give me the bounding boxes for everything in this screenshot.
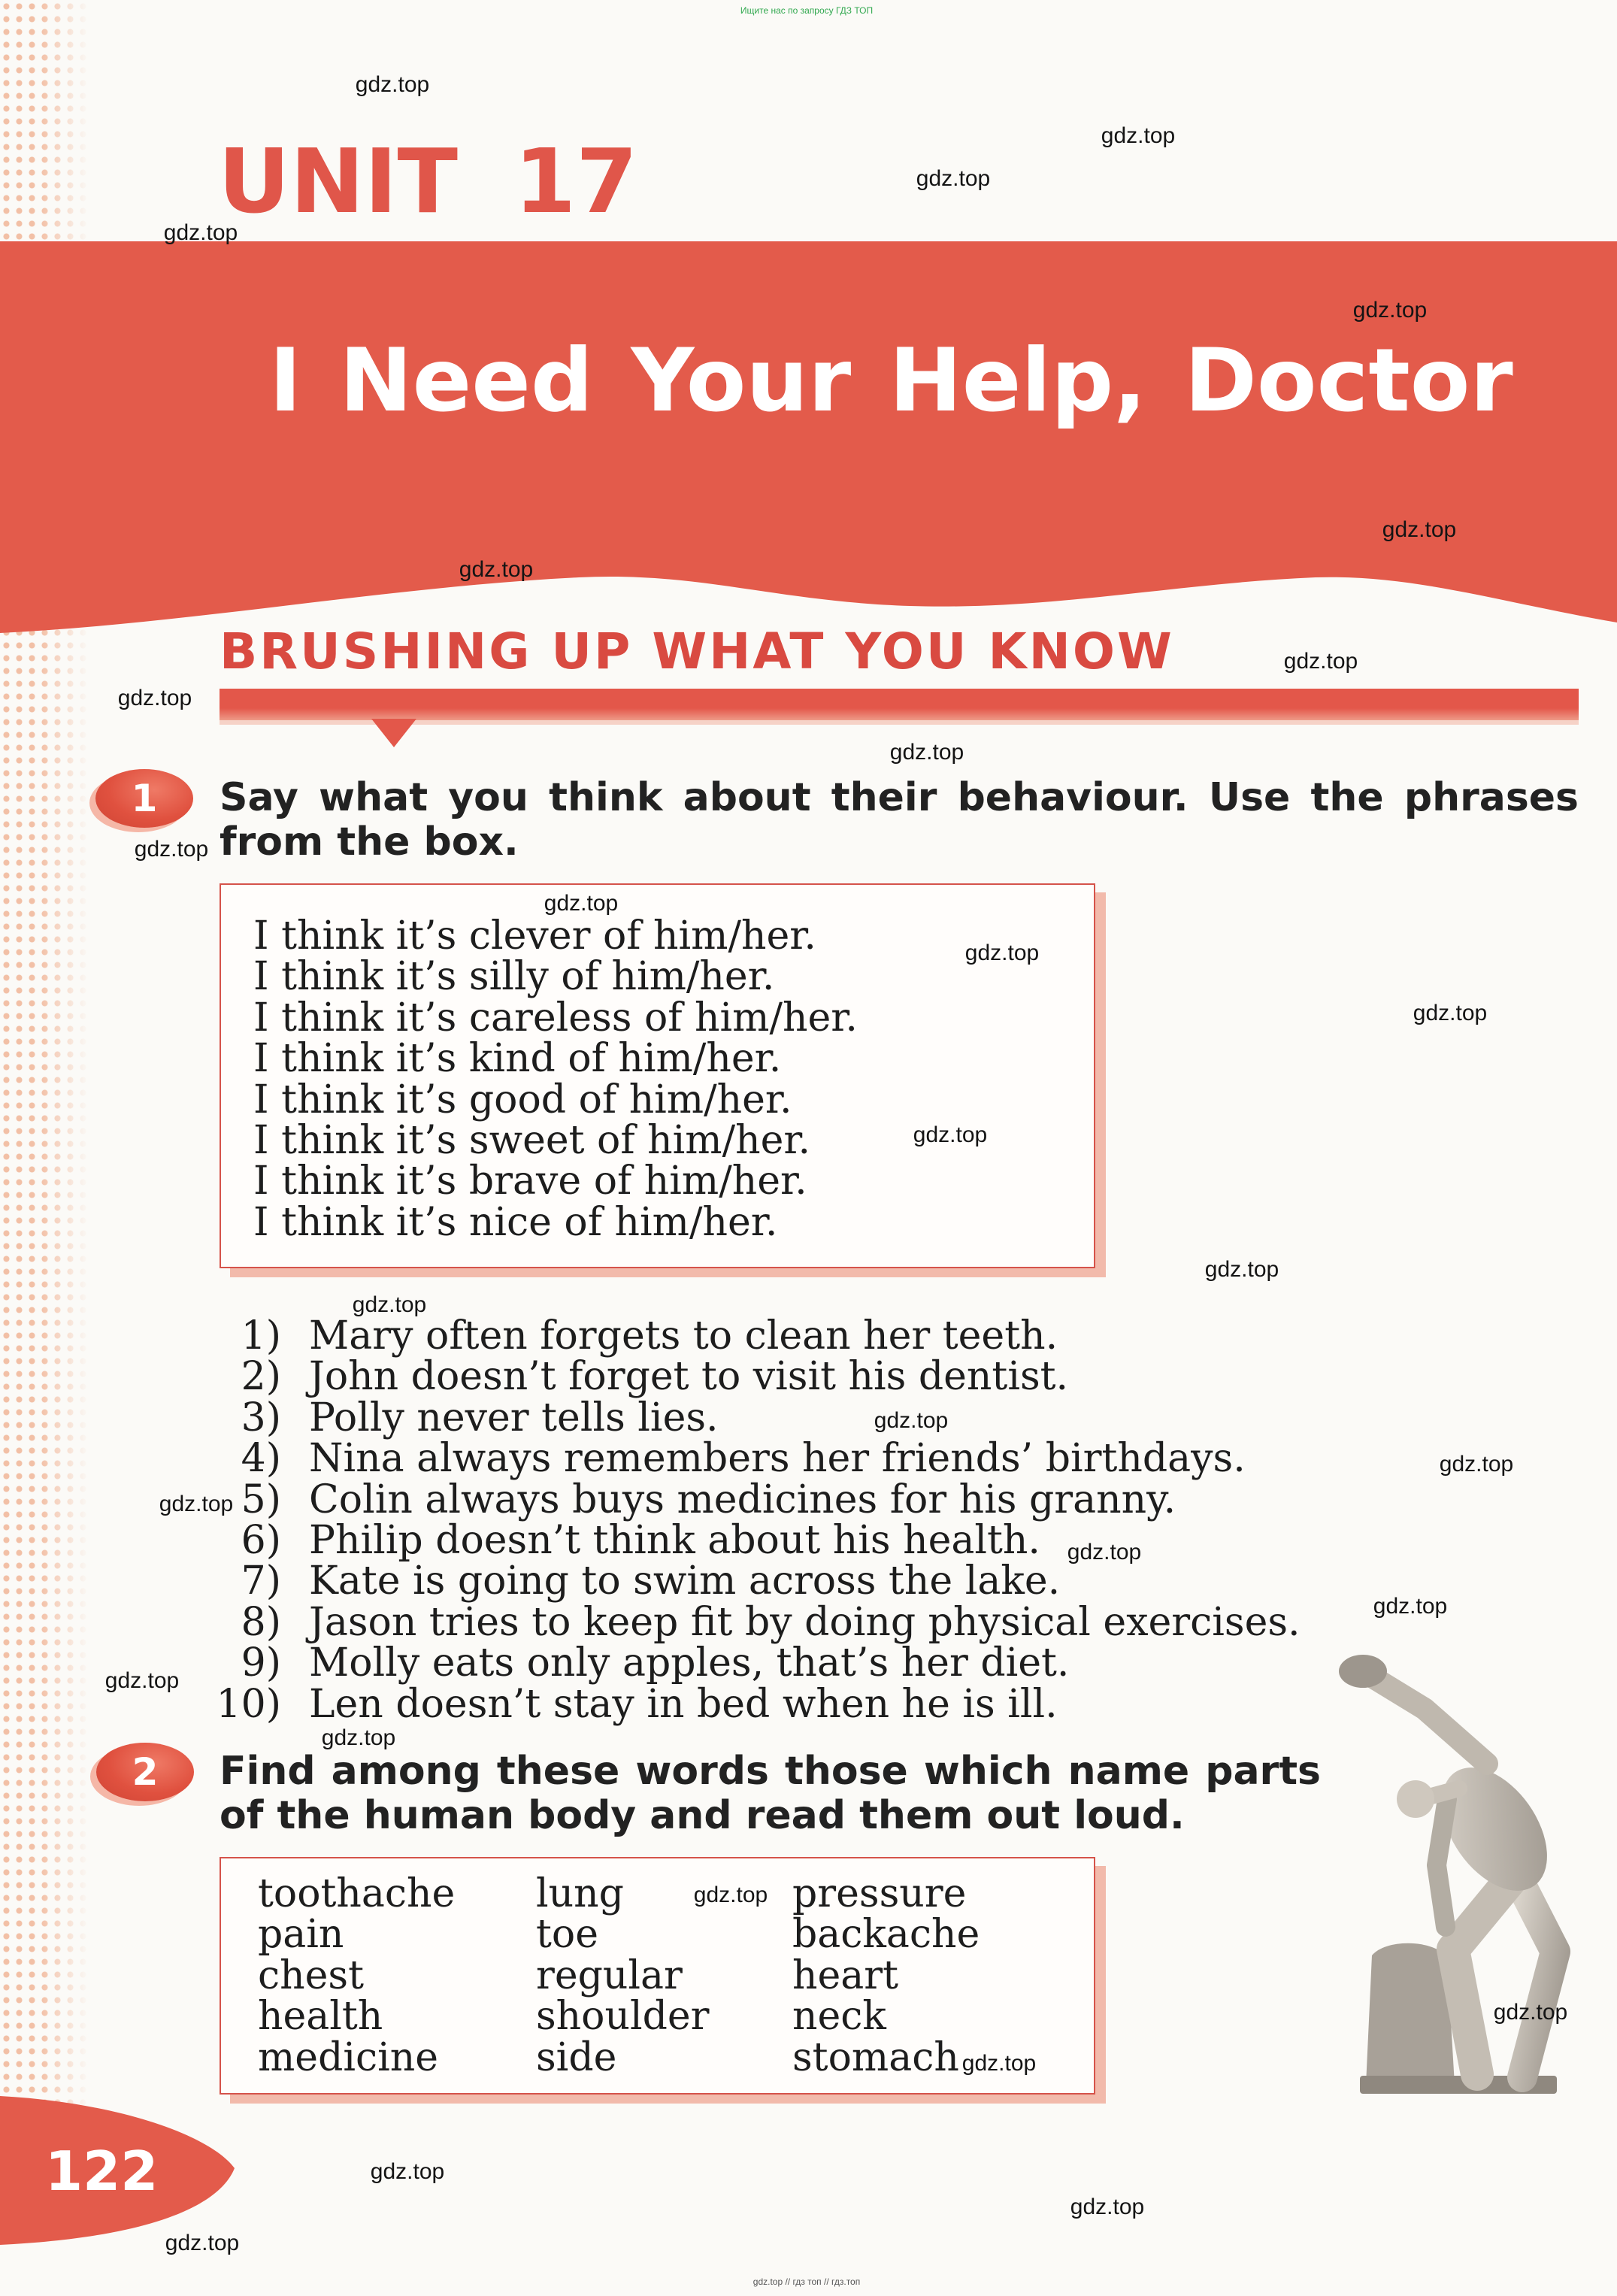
watermark: gdz.top <box>1283 649 1358 674</box>
watermark: gdz.top <box>355 72 430 97</box>
item-text: Molly eats only apples, that’s her diet. <box>309 1640 1070 1686</box>
watermark: gdz.top <box>916 166 991 191</box>
list-item <box>215 1313 1301 1359</box>
watermark: gdz.top <box>163 220 238 245</box>
exercise-number-badge: 1 <box>95 769 193 828</box>
item-number: 6) <box>241 1518 281 1564</box>
watermark: gdz.top <box>1067 1540 1142 1564</box>
watermark: gdz.top <box>459 557 534 582</box>
statue-head <box>1397 1780 1434 1818</box>
watermark: gdz.top <box>544 891 619 916</box>
watermark: gdz.top <box>104 1668 180 1693</box>
instruction-line: from the box. <box>220 819 519 865</box>
section-divider-bar <box>220 689 1579 720</box>
phrase: I think it’s nice of him/her. <box>253 1199 778 1245</box>
watermark: gdz.top <box>1070 2195 1145 2219</box>
phrase: I think it’s sweet of him/her. <box>253 1118 811 1164</box>
unit-label: UNIT 17 <box>218 129 638 233</box>
watermark: gdz.top <box>964 941 1040 965</box>
list-item <box>215 1681 1301 1727</box>
phrase: I think it’s good of him/her. <box>253 1077 792 1122</box>
list-item <box>215 1558 1301 1604</box>
word: lung <box>536 1871 624 1916</box>
exercise-2-instruction <box>220 1749 1321 1838</box>
word: medicine <box>258 2034 439 2080</box>
exercise-1-instruction <box>220 776 1579 865</box>
phrase-list <box>253 913 858 1245</box>
phrase: I think it’s careless of him/her. <box>253 995 858 1040</box>
instruction-line: Say what you think about their behaviour. Use the phrases <box>220 775 1579 820</box>
watermark: gdz.top <box>874 1408 949 1433</box>
word-column <box>536 1873 710 2078</box>
watermark: gdz.top <box>1439 1452 1514 1477</box>
item-number: 4) <box>241 1436 281 1482</box>
phrase: I think it’s silly of him/her. <box>253 954 775 1000</box>
item-text: Colin always buys medicines for his granny. <box>309 1477 1176 1522</box>
item-number: 2) <box>241 1354 281 1400</box>
phrase: I think it’s clever of him/her. <box>253 913 816 959</box>
watermark: gdz.top <box>1493 2000 1568 2025</box>
watermark: gdz.top <box>1101 123 1176 148</box>
watermark: gdz.top <box>159 1492 234 1516</box>
word: toothache <box>258 1871 456 1916</box>
item-number: 9) <box>241 1640 281 1686</box>
instruction-line: Find among these words those which name parts <box>220 1749 1321 1794</box>
word: neck <box>792 1994 886 2040</box>
list-item <box>215 1436 1301 1482</box>
item-text: Kate is going to swim across the lake. <box>309 1558 1061 1604</box>
watermark: gdz.top <box>1373 1594 1448 1619</box>
watermark: gdz.top <box>370 2159 445 2184</box>
watermark: gdz.top <box>1382 517 1457 542</box>
discobolus-statue-illustration <box>1333 1655 1581 2095</box>
watermark: gdz.top <box>1204 1257 1279 1282</box>
list-item <box>215 1477 1301 1522</box>
item-text: Nina always remembers her friends’ birthdays. <box>309 1436 1246 1482</box>
statue-front-leg <box>1453 1880 1510 2074</box>
item-text: Mary often forgets to clean her teeth. <box>309 1313 1058 1359</box>
footer-note: gdz.top // гдз топ // гдз.топ <box>752 2276 861 2287</box>
word: pain <box>258 1912 344 1958</box>
word: health <box>258 1994 383 2040</box>
word: toe <box>536 1912 598 1958</box>
word-column <box>258 1873 455 2078</box>
word: backache <box>792 1912 980 1958</box>
item-text: Polly never tells lies. <box>309 1395 719 1440</box>
watermark: gdz.top <box>352 1292 427 1317</box>
item-number: 5) <box>241 1477 281 1522</box>
section-heading: BRUSHING UP WHAT YOU KNOW <box>220 622 1174 680</box>
word: chest <box>258 1952 364 1998</box>
page-number: 122 <box>45 2140 159 2203</box>
phrase-box <box>220 883 1095 1268</box>
statue-lower-arm <box>1437 1799 1447 1927</box>
word-column <box>792 1873 980 2078</box>
item-text: John doesn’t forget to visit his dentist. <box>309 1354 1069 1400</box>
watermark: gdz.top <box>961 2051 1037 2076</box>
top-note: Ищите нас по запросу ГДЗ ТОП <box>740 5 874 16</box>
word: heart <box>792 1952 899 1998</box>
page-title: I Need Your Help, Doctor <box>269 330 1513 432</box>
watermark: gdz.top <box>889 740 964 765</box>
list-item <box>215 1354 1301 1400</box>
item-number: 7) <box>241 1558 281 1604</box>
exercise-number-badge: 2 <box>96 1743 194 1801</box>
word: pressure <box>792 1871 967 1916</box>
item-text: Philip doesn’t think about his health. <box>309 1518 1040 1564</box>
phrase: I think it’s brave of him/her. <box>253 1159 807 1204</box>
divider-notch <box>371 719 416 749</box>
watermark: gdz.top <box>134 837 209 862</box>
item-number: 3) <box>241 1395 281 1440</box>
list-item <box>215 1599 1301 1645</box>
list-item <box>215 1395 1301 1440</box>
title-banner <box>0 226 1617 647</box>
instruction-line: of the human body and read them out loud. <box>220 1793 1185 1838</box>
exercise-1-items <box>215 1313 1301 1727</box>
word: regular <box>536 1952 683 1998</box>
statue-raised-arm <box>1370 1676 1487 1764</box>
watermark: gdz.top <box>1352 298 1428 323</box>
item-number: 1) <box>241 1313 281 1359</box>
watermark: gdz.top <box>321 1725 396 1750</box>
word: side <box>536 2034 617 2080</box>
watermark: gdz.top <box>165 2231 240 2255</box>
watermark: gdz.top <box>913 1122 988 1147</box>
phrase: I think it’s kind of him/her. <box>253 1036 782 1082</box>
watermark: gdz.top <box>117 686 192 710</box>
watermark: gdz.top <box>1413 1001 1488 1025</box>
item-text: Len doesn’t stay in bed when he is ill. <box>309 1681 1058 1727</box>
item-number: 8) <box>241 1599 281 1645</box>
statue-back-leg <box>1521 1884 1555 2077</box>
word: shoulder <box>536 1994 710 2040</box>
statue-disc <box>1339 1655 1387 1688</box>
word: stomach <box>792 2034 959 2080</box>
item-text: Jason tries to keep fit by doing physical exercises. <box>309 1599 1301 1645</box>
item-number: 10) <box>216 1681 281 1727</box>
list-item <box>215 1640 1301 1686</box>
watermark: gdz.top <box>693 1883 768 1907</box>
